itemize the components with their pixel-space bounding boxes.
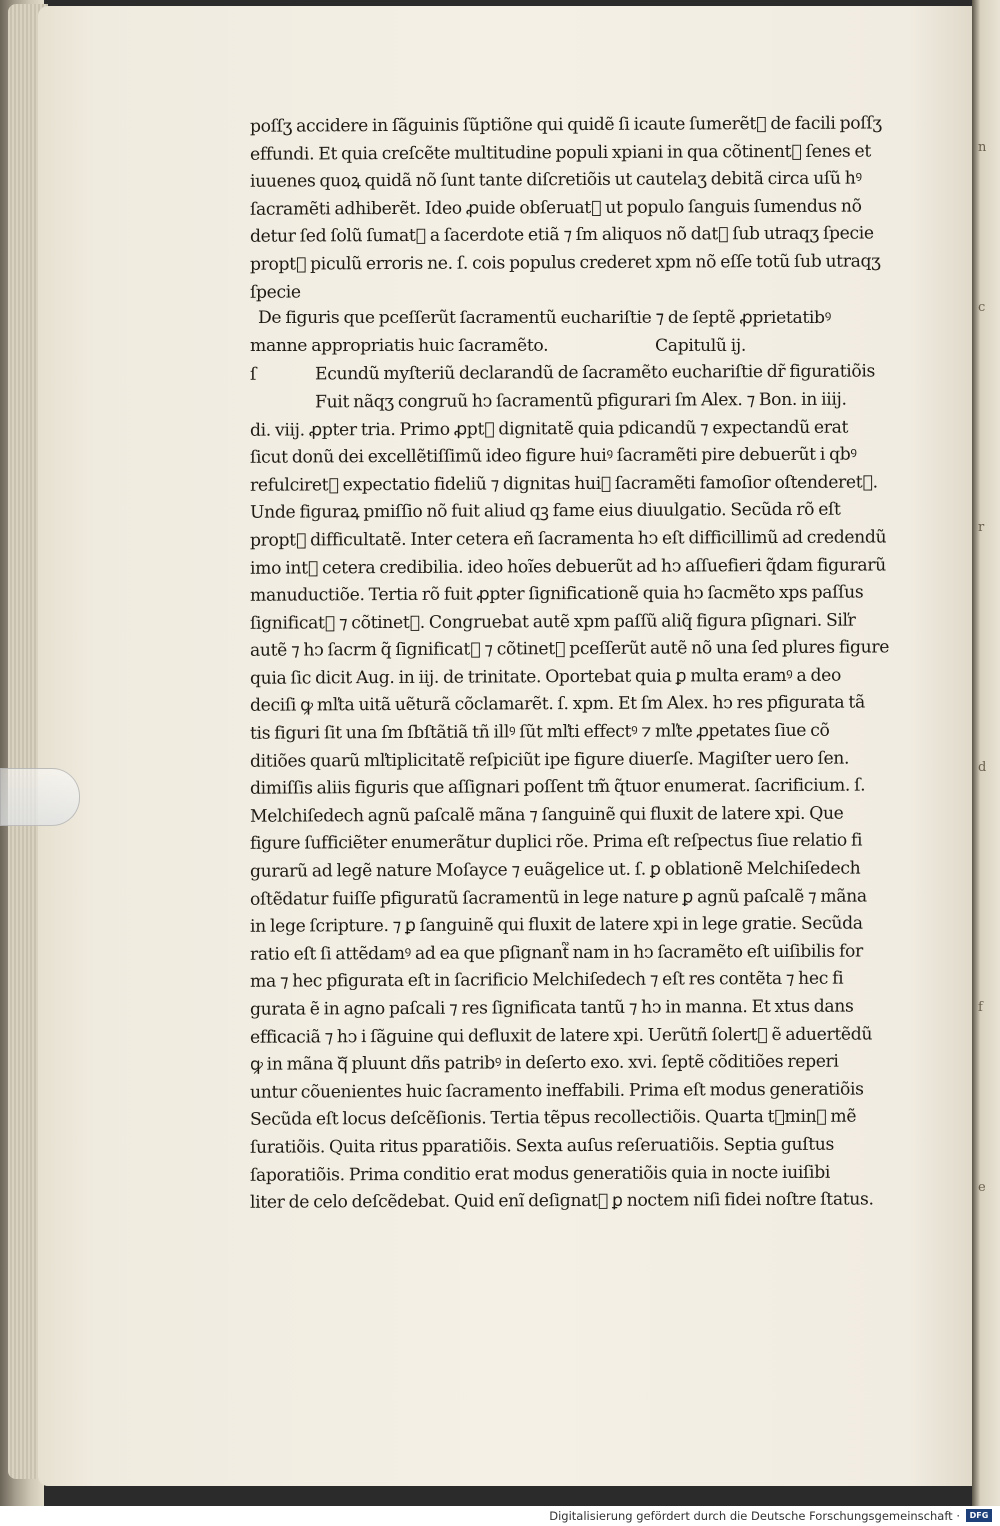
text-line: ditiões quarũ mľtiplicitatẽ reſpiciũt ipe figure diuerſe. Magiſter uero ſen. — [250, 748, 850, 772]
text-line: ratio eſt ſi attẽdamꝰ ad ea que pſignant᷑ nam in hↄ ſacramẽto eſt uiſibilis for — [250, 941, 863, 965]
text-line: untur cõuenientes huic ſacramento ineffabili. Prima eſt modus generatiõis — [250, 1079, 864, 1103]
chapter-heading-text: manne appropriatis huic ſacramẽto. — [250, 335, 549, 356]
text-line: propt᷑ difficultatẽ. Inter cetera eñ ſacramenta hↄ eſt difficillimũ ad credendũ — [250, 527, 887, 551]
text-line: oſtẽdatur fuiſſe pfiguratũ ſacramentũ in lege nature ꝑ agnũ paſcalẽ ⁊ mãna — [250, 886, 867, 910]
text-line: refulciret᷑ expectatio fideliũ ⁊ dignitas huiꝰ ſacramẽti famoſior oſtenderet᷑. — [250, 472, 878, 496]
facing-page-fragment: e — [978, 1180, 986, 1195]
text-line: tis figuri ſit una ſm ſbſtãtiã tñ illꝰ ſũt mľti effectꝰ ⁊ mľte ꝓpetates ſiue cõ — [250, 720, 830, 744]
text-line: ma ⁊ hec pfigurata eſt in ſacrificio Melchiſedech ⁊ eſt res contẽta ⁊ hec fi — [250, 969, 844, 993]
facing-page-edge — [972, 0, 1000, 1506]
facing-page-fragment: d — [978, 760, 987, 775]
text-line: ſaporatiõis. Prima conditio erat modus generatiõis quia in nocte iuiſibi — [250, 1162, 830, 1186]
text-line: figure ſufficiẽter enumerãtur duplici rõe. Prima eſt reſpectus ſiue relatio fi — [250, 830, 863, 855]
facing-page-fragment: c — [978, 300, 986, 315]
facing-page-fragment: r — [978, 520, 985, 535]
page-holder-clip — [0, 768, 80, 826]
text-line: iuuenes quoꝝ quidã nõ ſunt tante diſcretiõis ut cautelaʒ debitã circa uſũ hꝰ — [250, 168, 862, 192]
text-line: Secũda eſt locus deſcẽſionis. Tertia tẽpus recollectiõis. Quarta t᷑minꝰ mẽ — [250, 1106, 857, 1131]
text-line: autẽ ⁊ hↄ ſacrm q̃ ſignificat᷑ ⁊ cõtinet᷑ pceſſerũt autẽ nõ una ſed plures figure — [250, 637, 890, 662]
text-line: ſicut donũ dei excellẽtiſſimũ ideo figure huiꝰ ſacramẽti pire debuerũt i qbꝰ — [250, 444, 857, 468]
text-line: in lege ſcripture. ⁊ ꝑ ſanguinẽ qui fluxit de latere xpi in lege gratie. Secũda — [250, 913, 863, 937]
initial-line — [250, 359, 910, 390]
footer-credit: Digitalisierung gefördert durch die Deutsche Forschungsgemeinschaft · — [549, 1509, 960, 1523]
facing-page-fragment: n — [978, 140, 987, 155]
text-line: ſpecie — [250, 282, 301, 303]
text-line: ſacramẽti adhiberẽt. Ideo ꝓuide obſeruat᷑ ut populo ſanguis ſumendus nõ — [250, 196, 862, 220]
text-line: Unde figuraꝝ pmiſſio nõ fuit aliud qꝫ fame eius diuulgatio. Secũda rõ eſt — [250, 499, 841, 524]
text-line: propt᷑ piculũ erroris ne. ſ. cois populus crederet xpm nõ eſſe totũ ſub utraqʒ — [250, 251, 881, 275]
text-line: efficaciã ⁊ hↄ i ſãguine qui defluxit de latere xpi. Uerũtñ ſolert᷑ ẽ aduertẽdũ — [250, 1024, 873, 1048]
guide-letter: ſ — [250, 365, 257, 386]
text-line: effundi. Et quia creſcẽte multitudine populi xpiani in qua cõtinent᷑ ſenes et — [250, 141, 871, 165]
text-line: gurarũ ad legẽ nature Moſayce ⁊ euãgelice ut. ſ. ꝑ oblationẽ Melchiſedech — [250, 858, 861, 882]
chapter-label: Capitulũ ij. — [655, 335, 746, 356]
footer-bar — [0, 1506, 1000, 1526]
text-line: gurata ẽ in agno paſcali ⁊ res ſignificata tantũ ⁊ hↄ in manna. Et xtus dans — [250, 996, 854, 1020]
text-line: ꝙ in mãna qᷓ pluunt dñs patribꝰ in deſerto exo. xvi. ſeptẽ cõditiões reperi — [250, 1051, 839, 1075]
text-block — [250, 112, 910, 1216]
chapter-heading-cont — [250, 333, 910, 361]
text-line: Fuit nãqʒ congruũ hↄ ſacramentũ pfigurari ſm Alex. ⁊ Bon. in iiij. — [315, 389, 847, 413]
text-line: ſuratiõis. Quita ritus pparatiõis. Sexta auſus reſeruatiõis. Septia guſtus — [250, 1134, 834, 1158]
text-line: liter de celo deſcẽdebat. Quid enĩ deſignat᷑ ꝑ noctem niſi fidei noſtre ſtatus. — [250, 1189, 874, 1213]
text-line: di. viij. ꝓpter tria. Primo ꝓpt᷑ dignitatẽ quia pdicandũ ⁊ expectandũ erat — [250, 417, 849, 441]
text-line: poſſʒ accidere in ſãguinis ſũptiõne qui quidẽ ſi icaute ſumerẽt᷑ de facili poſſʒ — [250, 113, 882, 137]
text-line: imo int᷑ cetera credibilia. ideo hoĩes debuerũt ad hↄ aſſuefieri q̃dam figurarũ — [250, 554, 886, 579]
text-line: quia ſic dicit Aug. in iij. de trinitate. Oportebat quia ꝑ multa eramꝰ a deo — [250, 665, 841, 689]
facing-page-fragment: f — [978, 1000, 983, 1015]
text-line: manuductiõe. Tertia rõ fuit ꝓpter ſignificationẽ quia hↄ ſacmẽto xps paſſus — [250, 582, 864, 606]
text-line: Melchiſedech agnũ paſcalẽ mãna ⁊ ſanguinẽ qui fluxit de latere xpi. Que — [250, 803, 844, 827]
text-line: ſignificat᷑ ⁊ cõtinet᷑. Congruebat autẽ xpm paſſũ aliq̃ figura pſignari. Siľr — [250, 610, 856, 634]
text-line: deciſi ꝙ mľta uitã uẽturã cõclamarẽt. ſ. xpm. Et ſm Alex. hↄ res pfigurata tã — [250, 692, 865, 717]
chapter-heading: De figuris que pceſſerũt ſacramentũ euchariſtie ⁊ de ſeptẽ ꝓprietatibꝰ — [258, 308, 831, 329]
text-line: detur ſed ſolũ ſumat᷑ a ſacerdote etiã ⁊ ſm aliquos nõ dat᷑ ſub utraqʒ ſpecie — [250, 223, 874, 248]
text-line: dimiſſis aliis figuris que aſſignari poſſent tm̃ q̃tuor enumerat. ſacrificium. ſ. — [250, 775, 866, 799]
initial-line-text: Ecundũ myſteriũ declarandũ de ſacramẽto euchariſtie dr̃ figuratiõis — [315, 361, 876, 385]
dfg-logo: DFG — [966, 1509, 992, 1522]
